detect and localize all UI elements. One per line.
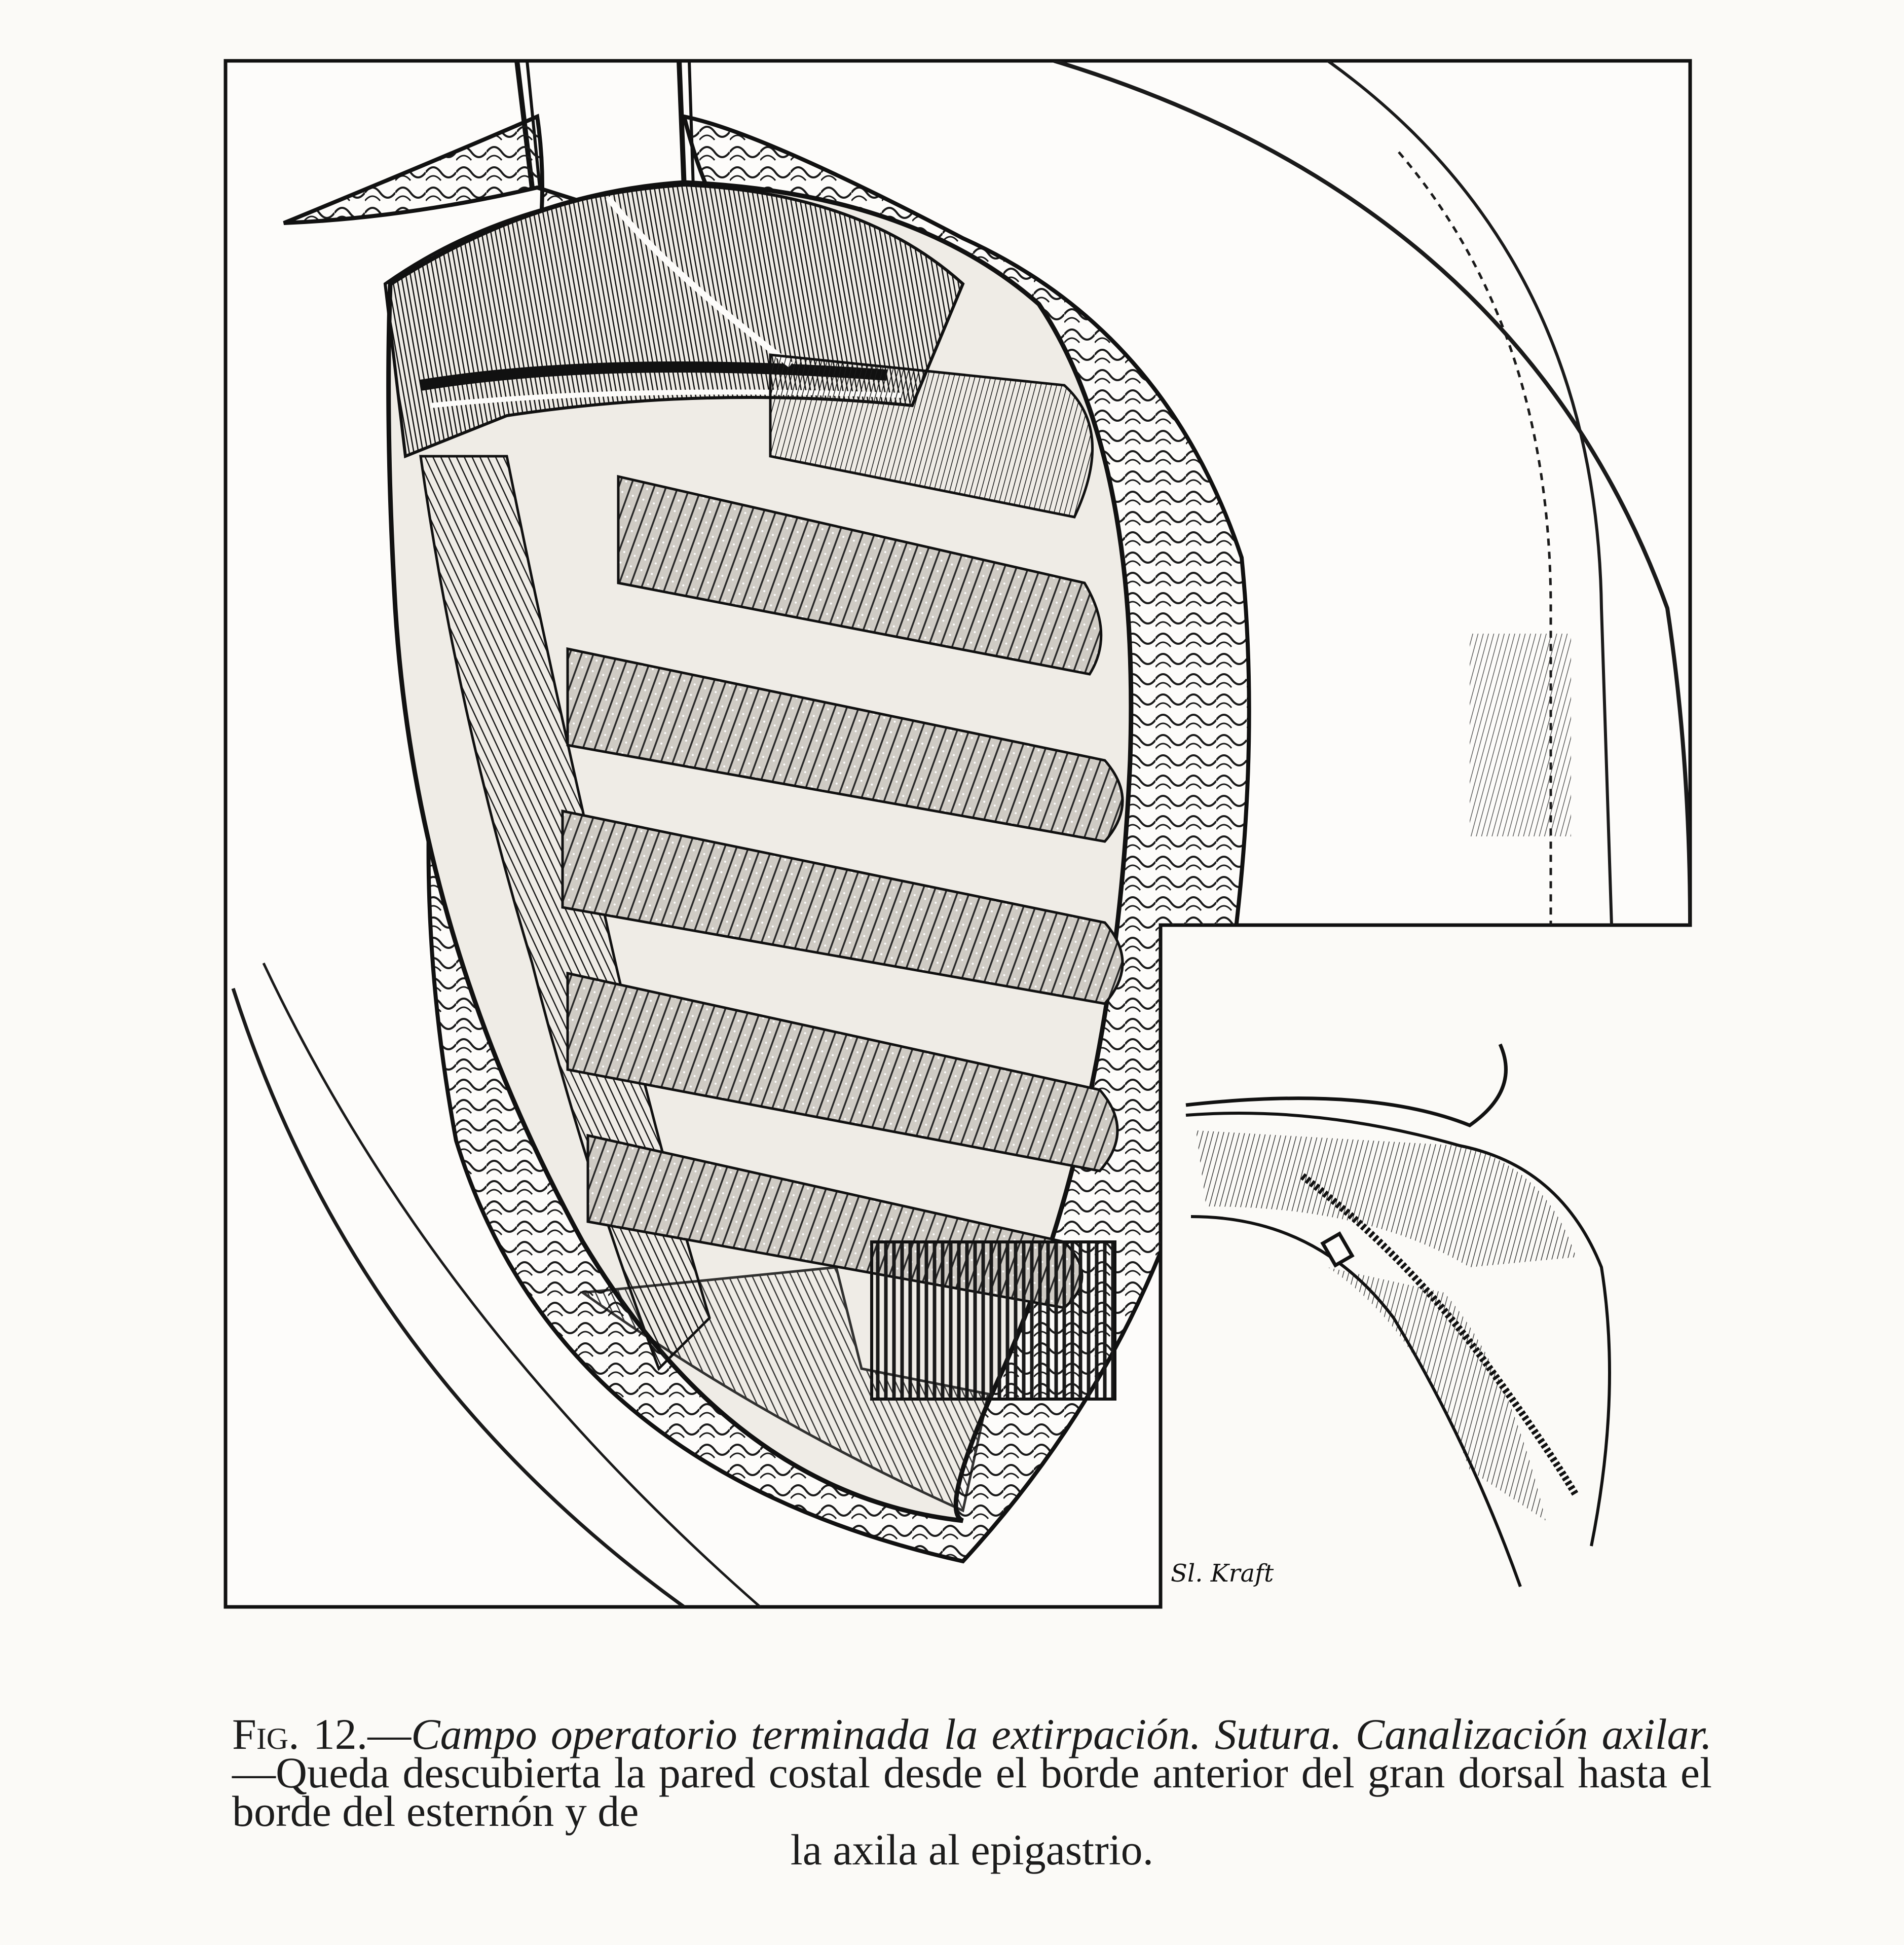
arm-shading [1470,634,1571,836]
caption-dash-1: — [367,1710,412,1758]
drain-tube [1323,1234,1352,1265]
caption-dash-2: — [232,1748,276,1797]
artist-signature: Sl. Kraft [1171,1559,1274,1588]
caption-body: Queda descubierta la pared costal desde el borde anterior del gran dorsal hasta el borde del esternón y de [232,1748,1712,1836]
figure-caption [232,1710,1712,1874]
serratus-block [872,1242,1115,1399]
caption-title: Campo operatorio terminada la extirpación. Sutura. Canalización axilar. [411,1710,1712,1758]
caption-fig-label: Fig. [232,1710,300,1758]
inset-suture-view [1171,1044,1610,1588]
caption-last-line: la axila al epigastrio. [790,1825,1154,1874]
caption-fig-number: 12. [313,1710,368,1758]
inset-hatching [1196,1130,1576,1267]
